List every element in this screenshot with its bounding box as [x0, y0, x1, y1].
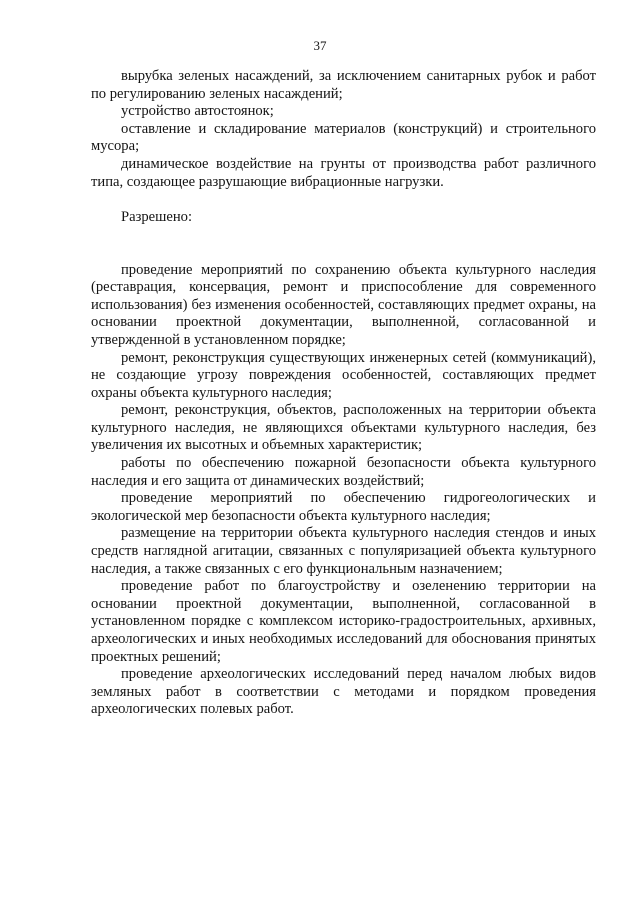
allowed-item-1: проведение мероприятий по сохранению объекта культурного наследия (реставрация, консервация, ремонт и приспособление для современного использования) без изменения особенностей, составляющих предмет охраны, на основании проектной документации, выполненной, согласованной и утвержденной в установленном порядке; — [91, 261, 596, 348]
allowed-item-6: размещение на территории объекта культурного наследия стендов и иных средств наглядной агитации, связанных с популяризацией объекта культурного наследия, а также связанных с его функциональным назначением; — [91, 525, 596, 577]
allowed-heading: Разрешено: — [121, 208, 193, 225]
allowed-item-3: ремонт, реконструкция, объектов, расположенных на территории объекта культурного наследия, не являющихся объектами культурного наследия, без увеличения их высотных и объемных характеристик; — [91, 402, 596, 454]
prohibited-item-1: вырубка зеленых насаждений, за исключением санитарных рубок и работ по регулированию зеленых насаждений; — [91, 68, 596, 102]
prohibited-item-2: устройство автостоянок; — [121, 103, 274, 120]
prohibited-item-4: динамическое воздействие на грунты от производства работ различного типа, создающее разрушающие вибрационные нагрузки. — [91, 155, 596, 190]
prohibited-item-3: оставление и складирование материалов (конструкций) и строительного мусора; — [91, 120, 596, 155]
allowed-item-8: проведение археологических исследований перед началом любых видов земляных работ в соответствии с методами и порядком проведения археологических полевых работ. — [91, 666, 596, 718]
page-number: 37 — [313, 38, 327, 53]
allowed-item-5: проведение мероприятий по обеспечению гидрогеологических и экологической мер безопасности объекта культурного наследия; — [91, 490, 596, 524]
document-body — [91, 68, 596, 719]
allowed-item-7: проведение работ по благоустройству и озеленению территории на основании проектной документации, выполненной, согласованной в установленном порядке с комплексом историко-градостроительных, архивных, археологических и иных необходимых исследований для обоснования принятых проектных решений; — [91, 578, 596, 665]
allowed-item-4: работы по обеспечению пожарной безопасности объекта культурного наследия и его защита от динамических воздействий; — [91, 455, 596, 489]
allowed-item-2: ремонт, реконструкция существующих инженерных сетей (коммуникаций), не создающие угрозу повреждения особенностей, составляющих предмет охраны объекта культурного наследия; — [91, 349, 596, 401]
